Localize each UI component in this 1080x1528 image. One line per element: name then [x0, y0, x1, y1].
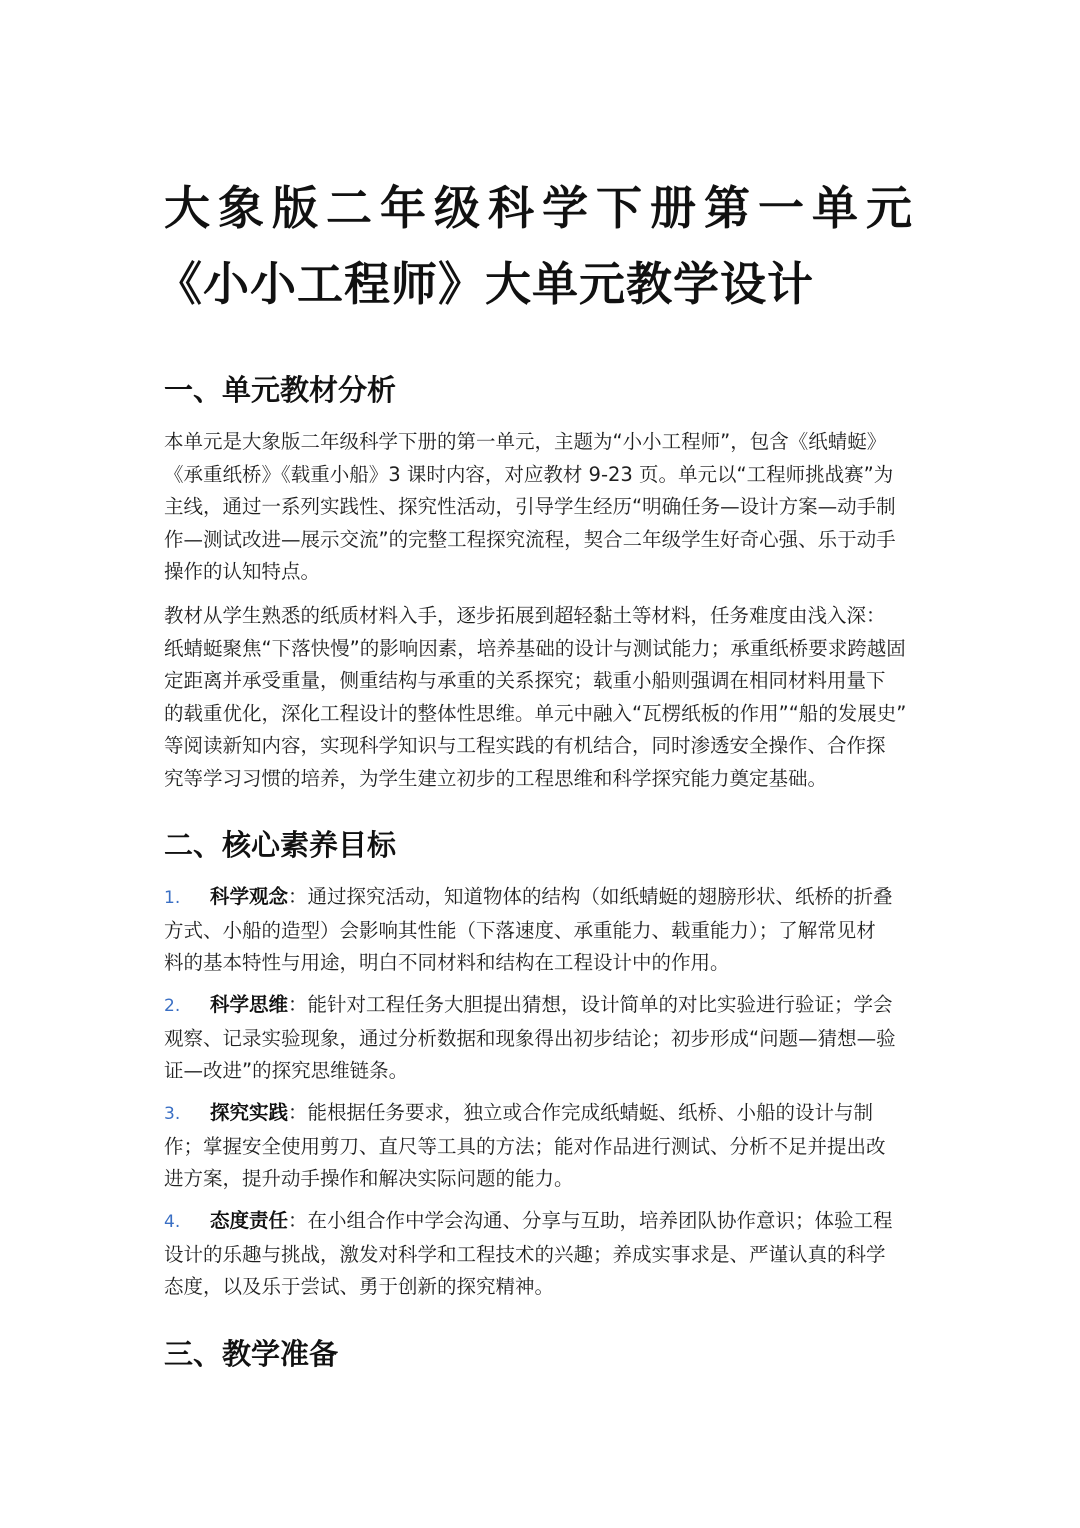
paragraph-line: 究等学习习惯的培养，为学生建立初步的工程思维和科学探究能力奠定基础。: [164, 766, 828, 790]
goal-text: ：能针对工程任务大胆提出猜想，设计简单的对比实验进行验证；学会: [288, 993, 893, 1016]
goal-text: 设计的乐趣与挑战，激发对科学和工程技术的兴趣；养成实事求是、严谨认真的科学: [164, 1242, 886, 1266]
goal-text: 进方案，提升动手操作和解决实际问题的能力。: [164, 1167, 574, 1190]
goal-item-4: [164, 1205, 916, 1304]
goal-term: 态度责任: [210, 1209, 289, 1232]
paragraph-line: 本单元是大象版二年级科学下册的第一单元，主题为“小小工程师”，包含《纸蜻蜓》: [164, 430, 887, 453]
goal-term: 科学观念: [210, 885, 289, 908]
title-line-1: 大象版二年级科学下册第一单元: [164, 181, 920, 235]
list-number: 4.: [164, 1212, 181, 1232]
goal-text: 作；掌握安全使用剪刀、直尺等工具的方法；能对作品进行测试、分析不足并提出改: [164, 1134, 886, 1158]
goal-text: 态度，以及乐于尝试、勇于创新的探究精神。: [164, 1275, 555, 1298]
paragraph-line: 的载重优化，深化工程设计的整体性思维。单元中融入“瓦楞纸板的作用”“船的发展史”: [164, 701, 907, 725]
goal-item-3: [164, 1097, 916, 1196]
paragraph-line: 纸蜻蜓聚焦“下落快慢”的影响因素，培养基础的设计与测试能力；承重纸桥要求跨越固: [164, 636, 906, 660]
goal-text: 方式、小船的造型）会影响其性能（下落速度、承重能力、载重能力）；了解常见材: [164, 918, 876, 942]
list-number: 3.: [164, 1104, 181, 1124]
goal-text: 观察、记录实验现象，通过分析数据和现象得出初步结论；初步形成“问题—猜想—验: [164, 1026, 896, 1050]
goal-text: ：在小组合作中学会沟通、分享与互助，培养团队协作意识；体验工程: [288, 1209, 893, 1232]
goal-term: 科学思维: [210, 993, 289, 1016]
title-line-2: 《小小工程师》大单元教学设计: [156, 257, 814, 311]
goal-text: 证—改进”的探究思维链条。: [164, 1059, 409, 1082]
paragraph-line: 定距离并承受重量，侧重结构与承重的关系探究；载重小船则强调在相同材料用量下: [164, 669, 886, 692]
list-number: 2.: [164, 996, 181, 1016]
paragraph-line: 等阅读新知内容，实现科学知识与工程实践的有机结合，同时渗透安全操作、合作探: [164, 734, 886, 757]
section-heading-1: 一、单元教材分析: [164, 373, 397, 407]
paragraph-line: 《承重纸桥》《载重小船》3 课时内容，对应教材 9-23 页。单元以“工程师挑战赛”为: [164, 462, 894, 486]
section-heading-3: 三、教学准备: [164, 1337, 339, 1371]
goal-text: ：能根据任务要求，独立或合作完成纸蜻蜓、纸桥、小船的设计与制: [288, 1101, 874, 1124]
goal-term: 探究实践: [210, 1101, 289, 1124]
goal-item-1: [164, 881, 916, 980]
section-1-paragraph-2: [164, 600, 916, 795]
section-1-paragraph-1: [164, 426, 916, 589]
paragraph-line: 操作的认知特点。: [164, 560, 321, 583]
goal-item-2: [164, 989, 916, 1088]
goal-text: 料的基本特性与用途，明白不同材料和结构在工程设计中的作用。: [164, 951, 730, 974]
goal-text: ：通过探究活动，知道物体的结构（如纸蜻蜓的翅膀形状、纸桥的折叠: [288, 885, 893, 908]
paragraph-line: 作—测试改进—展示交流”的完整工程探究流程，契合二年级学生好奇心强、乐于动手: [164, 527, 896, 551]
paragraph-line: 主线，通过一系列实践性、探究性活动，引导学生经历“明确任务—设计方案—动手制: [164, 495, 896, 518]
paragraph-line: 教材从学生熟悉的纸质材料入手，逐步拓展到超轻黏土等材料，任务难度由浅入深：: [164, 604, 886, 627]
list-number: 1.: [164, 888, 181, 908]
section-heading-2: 二、核心素养目标: [164, 828, 397, 862]
document-title: [156, 170, 924, 322]
